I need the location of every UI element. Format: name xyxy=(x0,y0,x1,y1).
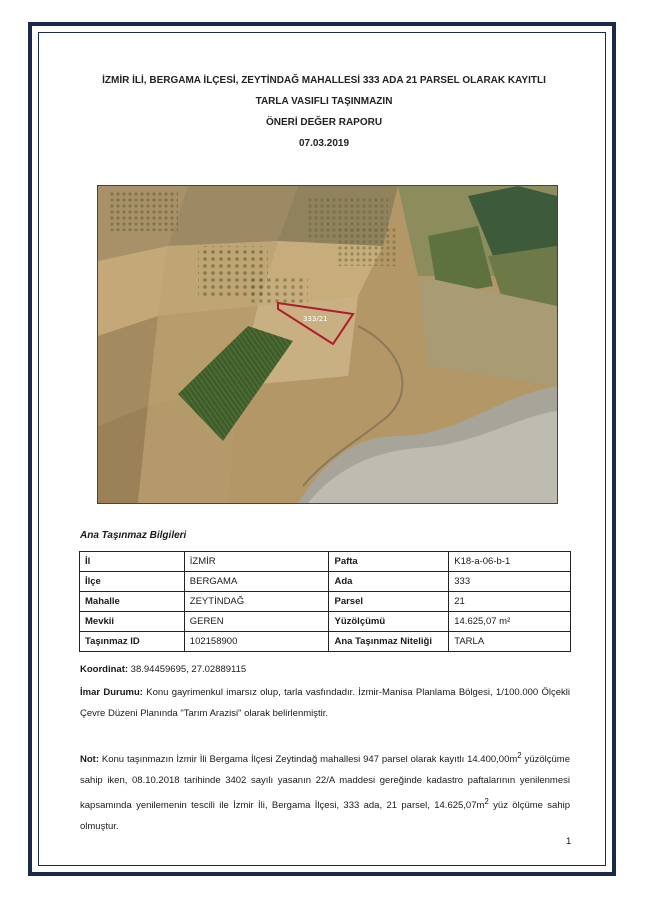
table-value: 14.625,07 m² xyxy=(449,612,571,632)
property-info-table xyxy=(79,551,571,652)
coordinates-line xyxy=(80,659,570,680)
coordinates-label: Koordinat: xyxy=(80,664,129,675)
table-value: İZMİR xyxy=(184,552,329,572)
table-row xyxy=(80,572,571,592)
table-value: 21 xyxy=(449,592,571,612)
section-title: Ana Taşınmaz Bilgileri xyxy=(80,530,187,541)
report-title xyxy=(0,70,648,154)
table-key: Mevkii xyxy=(80,612,185,632)
title-line-2: TARLA VASIFLI TAŞINMAZIN xyxy=(255,96,393,107)
note-text: Konu taşınmazın İzmir İli Bergama İlçesi Zeytindağ mahallesi 947 parsel olarak kayıtlı 14.400,00m xyxy=(99,754,518,766)
table-value: GEREN xyxy=(184,612,329,632)
page-number: 1 xyxy=(566,836,572,847)
satellite-image xyxy=(98,186,557,503)
table-value: 102158900 xyxy=(184,632,329,652)
table-row xyxy=(80,552,571,572)
table-key: Ana Taşınmaz Niteliği xyxy=(329,632,449,652)
table-value: BERGAMA xyxy=(184,572,329,592)
zoning-label: İmar Durumu: xyxy=(80,687,143,698)
zoning-text: Konu gayrimenkul imarsız olup, tarla vasfındadır. İzmir-Manisa Planlama Bölgesi, 1/100.000 Ölçekli Çevre Düzeni Planında "Tarım Arazisi" olarak belirlenmiştir. xyxy=(80,687,570,719)
table-value: ZEYTİNDAĞ xyxy=(184,592,329,612)
note-paragraph xyxy=(80,745,570,837)
coordinates-value: 38.94459695, 27.02889115 xyxy=(128,664,247,675)
report-date: 07.03.2019 xyxy=(298,138,350,149)
parcel-label: 333/21 xyxy=(303,315,328,323)
table-key: Ada xyxy=(329,572,449,592)
title-line-3: ÖNERİ DEĞER RAPORU xyxy=(265,117,383,128)
table-value: TARLA xyxy=(449,632,571,652)
note-text: yüz ölçüme sahip olmuştur. xyxy=(80,800,570,833)
table-key: Mahalle xyxy=(80,592,185,612)
table-key: Parsel xyxy=(329,592,449,612)
table-row xyxy=(80,632,571,652)
table-key: İlçe xyxy=(80,572,185,592)
zoning-paragraph xyxy=(80,682,570,724)
table-key: Pafta xyxy=(329,552,449,572)
table-row xyxy=(80,612,571,632)
table-value: K18-a-06-b-1 xyxy=(449,552,571,572)
table-row xyxy=(80,592,571,612)
table-key: Taşınmaz ID xyxy=(80,632,185,652)
note-superscript: 2 xyxy=(517,751,522,760)
note-text: yüzölçüme sahip iken, 08.10.2018 tarihinde 3402 sayılı yasanın 22/A maddesi gereğinde kadastro paftalarının yenilenmesi kapsamında yenilemenin tescili ile İzmir İli, Bergama İlçesi, 333 ada, 21 parsel, 14.625,07m xyxy=(80,754,570,812)
satellite-map xyxy=(97,185,558,504)
note-label: Not: xyxy=(80,754,99,766)
title-line-1: İZMİR İLİ, BERGAMA İLÇESİ, ZEYTİNDAĞ MAHALLESİ 333 ADA 21 PARSEL OLARAK KAYITLI xyxy=(102,75,546,86)
note-superscript: 2 xyxy=(484,797,489,807)
table-value: 333 xyxy=(449,572,571,592)
table-key: İl xyxy=(80,552,185,572)
table-key: Yüzölçümü xyxy=(329,612,449,632)
